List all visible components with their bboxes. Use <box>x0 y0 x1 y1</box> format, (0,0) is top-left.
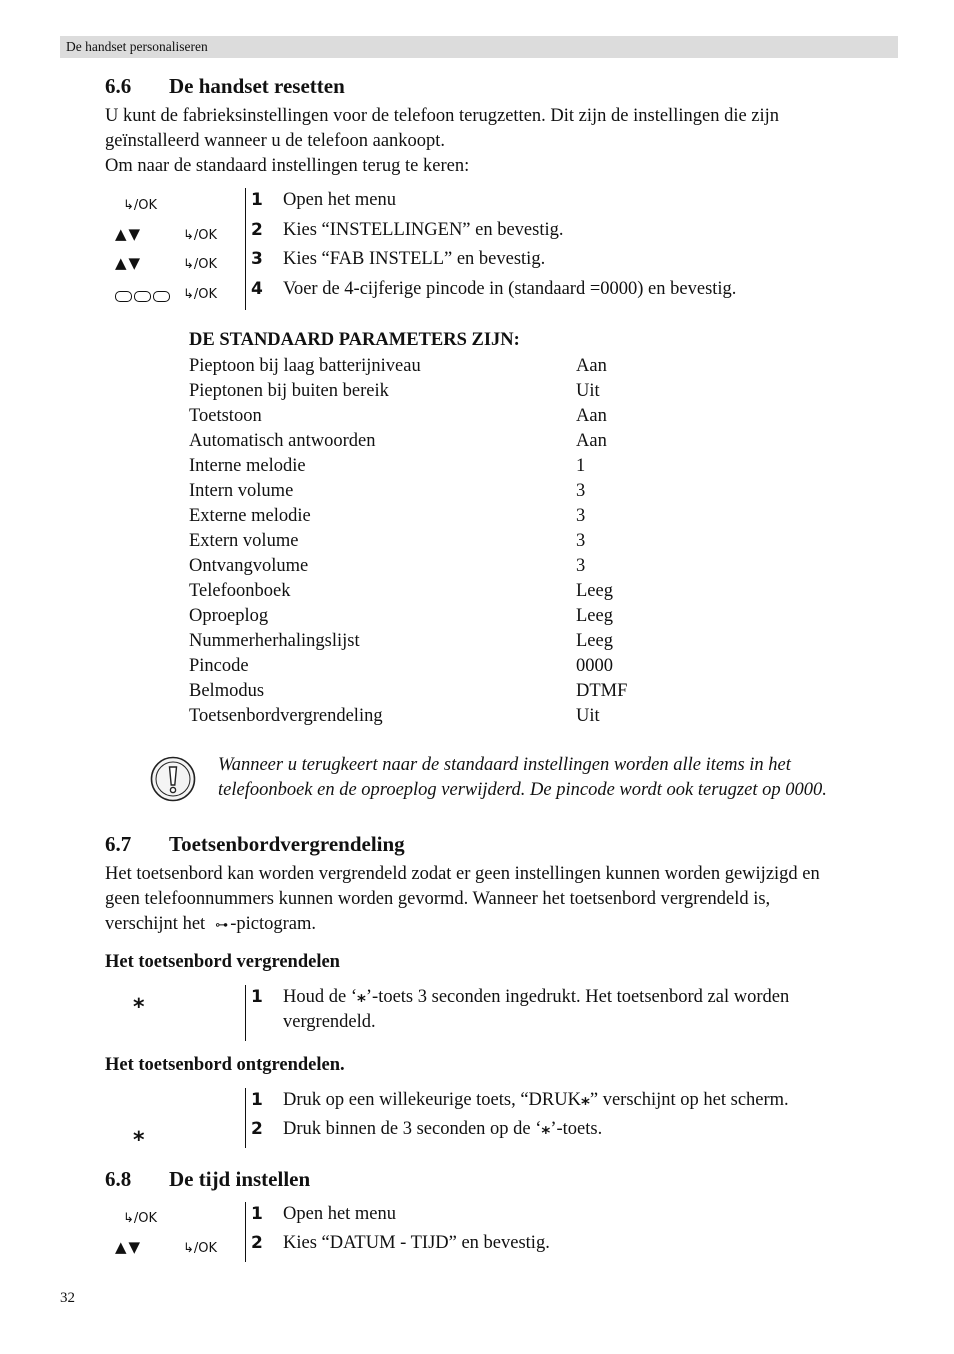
intro-line: U kunt de fabrieksinstellingen voor de telefoon terugzetten. Dit zijn de instellingen die zijn <box>105 106 780 126</box>
param-row <box>189 704 749 729</box>
param-label: Interne melodie <box>189 456 306 476</box>
param-row <box>189 529 749 554</box>
para-line <box>105 912 820 938</box>
param-row <box>189 504 749 529</box>
step-item <box>251 985 789 1035</box>
param-row <box>189 479 749 504</box>
param-label: Telefoonboek <box>189 581 291 601</box>
param-value: Leeg <box>576 606 613 626</box>
step-item <box>251 1088 789 1113</box>
param-value: 0000 <box>576 656 613 676</box>
param-label: Intern volume <box>189 481 294 501</box>
section-heading: De handset resetten <box>169 74 345 98</box>
section-6-7-title <box>105 832 405 857</box>
param-label: Extern volume <box>189 531 299 551</box>
param-value: DTMF <box>576 681 628 701</box>
header-title: De handset personaliseren <box>66 39 208 54</box>
step-number: 2 <box>251 1233 263 1253</box>
up-down-keys-icon: ▲▼ <box>115 1238 143 1256</box>
step-text <box>283 985 789 1035</box>
param-label: Toetstoon <box>189 406 262 426</box>
text-part: verschijnt het <box>105 914 206 934</box>
step-text <box>283 1117 602 1142</box>
star-key-icon: ⁎ <box>580 1090 590 1110</box>
section-heading: Toetsenbordvergrendeling <box>169 832 405 856</box>
ok-key-icon: ↳/OK <box>183 228 218 243</box>
param-value: Aan <box>576 406 607 426</box>
param-row <box>189 379 749 404</box>
param-label: Oproeplog <box>189 606 269 626</box>
step-text: Open het menu <box>283 1204 397 1224</box>
unlock-subheading: Het toetsenbord ontgrendelen. <box>105 1055 345 1075</box>
step-number: 1 <box>251 1090 263 1110</box>
step-text <box>283 1088 789 1113</box>
default-params-heading: DE STANDAARD PARAMETERS ZIJN: <box>189 330 520 350</box>
step-text: Kies “FAB INSTELL” en bevestig. <box>283 249 546 269</box>
reset-steps <box>105 188 905 310</box>
text-part: Druk op een willekeurige toets, “DRUK <box>283 1090 581 1110</box>
step-item <box>251 188 396 213</box>
param-value: Uit <box>576 381 600 401</box>
reset-note <box>218 753 908 803</box>
star-key-icon: ⁎ <box>541 1119 551 1139</box>
intro-line: Om naar de standaard instellingen terug te keren: <box>105 156 470 176</box>
param-value: Leeg <box>576 581 613 601</box>
param-value: Aan <box>576 431 607 451</box>
ok-key-icon: ↳/OK <box>183 1241 218 1256</box>
param-value: 3 <box>576 506 586 526</box>
step-number: 1 <box>251 1204 263 1224</box>
intro-line: geïnstalleerd wanneer u de telefoon aankoopt. <box>105 131 446 151</box>
lock-subheading: Het toetsenbord vergrendelen <box>105 952 340 972</box>
note-line: telefoonboek en de oproeplog verwijderd. De pincode wordt ook terugzet op 0000. <box>218 780 827 800</box>
step-divider <box>245 1202 246 1262</box>
param-label: Automatisch antwoorden <box>189 431 376 451</box>
section-6-8-title <box>105 1167 310 1192</box>
param-row <box>189 554 749 579</box>
step-number: 3 <box>251 249 263 269</box>
step-number: 2 <box>251 220 263 240</box>
step-item <box>251 1202 396 1227</box>
step-divider <box>245 1088 246 1148</box>
param-value: Aan <box>576 356 607 376</box>
step-text: Voer de 4-cijferige pincode in (standaard =0000) en bevestig. <box>283 279 737 299</box>
param-label: Ontvangvolume <box>189 556 309 576</box>
text-part: Druk binnen de 3 seconden op de ‘ <box>283 1119 542 1139</box>
text-part: ” verschijnt op het scherm. <box>589 1090 789 1110</box>
section-heading: De tijd instellen <box>169 1167 311 1191</box>
note-line: Wanneer u terugkeert naar de standaard instellingen worden alle items in het <box>218 755 791 775</box>
page-number: 32 <box>60 1290 75 1306</box>
step-number: 4 <box>251 279 263 299</box>
text-part: Houd de ‘ <box>283 987 357 1007</box>
up-down-keys-icon: ▲▼ <box>115 254 143 272</box>
param-row <box>189 629 749 654</box>
star-key-icon: ⁎ <box>133 1122 145 1147</box>
param-row <box>189 454 749 479</box>
step-number: 2 <box>251 1119 263 1139</box>
param-value: 3 <box>576 481 586 501</box>
ok-key-icon: ↳/OK <box>183 257 218 272</box>
param-row <box>189 429 749 454</box>
star-key-icon: ⁎ <box>356 987 366 1007</box>
param-value: 1 <box>576 456 586 476</box>
param-label: Pincode <box>189 656 249 676</box>
para-line: Het toetsenbord kan worden vergrendeld zodat er geen instellingen kunnen worden gewijzigd en <box>105 864 820 884</box>
text-part: ’-toets. <box>550 1119 603 1139</box>
ok-key-icon: ↳/OK <box>123 1211 158 1226</box>
step-text: Kies “INSTELLINGEN” en bevestig. <box>283 220 564 240</box>
param-label: Pieptonen bij buiten bereik <box>189 381 389 401</box>
ok-key-icon: ↳/OK <box>123 198 158 213</box>
ok-key-icon: ↳/OK <box>183 287 218 302</box>
text-part: vergrendeld. <box>283 1012 376 1032</box>
intro-paragraph <box>105 104 779 179</box>
param-label: Belmodus <box>189 681 265 701</box>
param-row <box>189 654 749 679</box>
section-number: 6.7 <box>105 832 132 856</box>
step-item <box>251 247 545 272</box>
step-item <box>251 277 736 302</box>
step-number: 1 <box>251 987 263 1007</box>
param-row <box>189 354 749 379</box>
step-divider <box>245 985 246 1041</box>
step-text: Kies “DATUM - TIJD” en bevestig. <box>283 1233 550 1253</box>
param-label: Pieptoon bij laag batterijniveau <box>189 356 421 376</box>
running-header <box>60 36 898 58</box>
lock-steps <box>105 985 905 1041</box>
section-6-6-title <box>105 74 345 99</box>
param-value: Uit <box>576 706 600 726</box>
warning-icon <box>150 756 196 802</box>
step-item <box>251 1117 602 1142</box>
param-row <box>189 404 749 429</box>
keylock-paragraph <box>105 862 820 938</box>
param-value: 3 <box>576 556 586 576</box>
param-label: Externe melodie <box>189 506 311 526</box>
param-value: Leeg <box>576 631 613 651</box>
step-item <box>251 218 564 243</box>
param-label: Toetsenbordvergrendeling <box>189 706 383 726</box>
param-row <box>189 579 749 604</box>
step-item <box>251 1231 550 1256</box>
key-lock-icon: ⊶ <box>215 918 229 933</box>
star-key-icon: ⁎ <box>133 989 145 1014</box>
param-label: Nummerherhalingslijst <box>189 631 360 651</box>
section-number: 6.8 <box>105 1167 132 1191</box>
param-row <box>189 604 749 629</box>
param-row <box>189 679 749 704</box>
up-down-keys-icon: ▲▼ <box>115 225 143 243</box>
param-value: 3 <box>576 531 586 551</box>
number-keys-icon <box>115 287 172 305</box>
step-divider <box>245 188 246 310</box>
step-text: Open het menu <box>283 190 397 210</box>
section-number: 6.6 <box>105 74 132 98</box>
para-line: geen telefoonnummers kunnen worden gevormd. Wanneer het toetsenbord vergrendeld is, <box>105 889 771 909</box>
text-part: -pictogram. <box>230 914 316 934</box>
step-number: 1 <box>251 190 263 210</box>
unlock-steps <box>105 1088 905 1148</box>
time-steps <box>105 1202 905 1262</box>
text-part: ’-toets 3 seconden ingedrukt. Het toetsenbord zal worden <box>365 987 790 1007</box>
